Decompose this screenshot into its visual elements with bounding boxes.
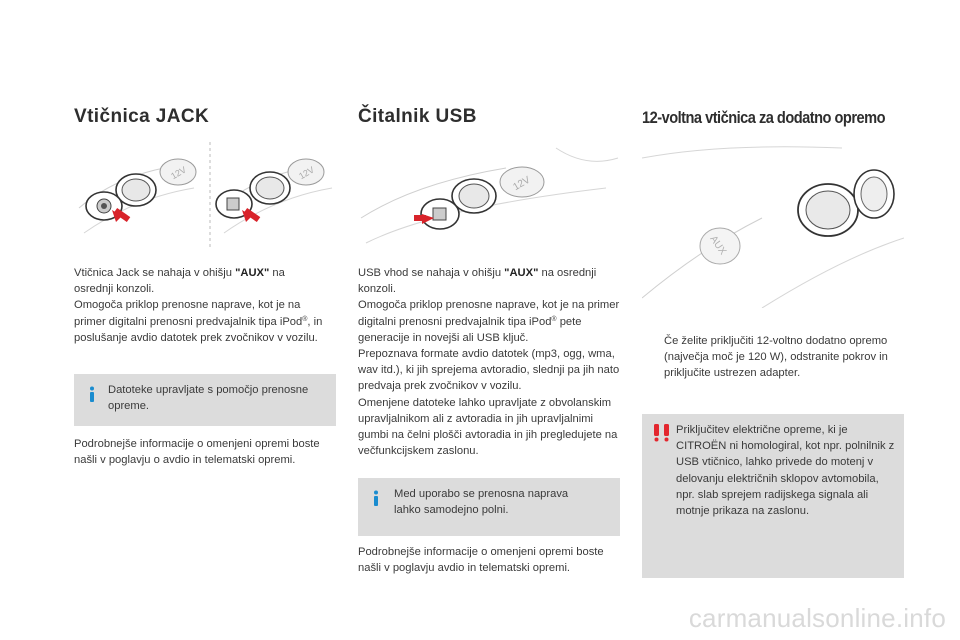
usb-info-box (358, 478, 620, 536)
socket-instruction: Če želite priključiti 12-voltno dodatno opremo (največja moč je 120 W), odstranite pokrov in priključite ustrezen adapter. (664, 335, 888, 380)
jack-more-info: Podrobnejše informacije o omenjeni opremi boste našli v poglavju o avdio in telematski opremi. (74, 438, 320, 467)
usb-info-text: Med uporabo se prenosna naprava lahko samodejno polni. (394, 488, 569, 517)
socket-illustration (642, 138, 904, 308)
jack-description: Vtičnica Jack se nahaja v ohišju "AUX" na osrednji konzoli. Omogoča priklop prenosne naprave, kot je na primer digitalni prenosni predvajalnik tipa iPod®, in poslušanje avdio datotek prek zvočnikov v vozilu. (74, 267, 323, 344)
jack-info-text: Datoteke upravljate s pomočjo prenosne opreme. (108, 384, 309, 413)
footer-watermark: carmanualsonline.info (688, 603, 946, 633)
info-icon (369, 490, 383, 511)
jack-12v-label-left: 12V (169, 164, 188, 182)
info-icon (85, 386, 99, 407)
jack-12v-label-right: 12V (297, 164, 316, 182)
socket-warning-box (642, 414, 904, 578)
socket-warning-text: Priključitev električne opreme, ki je CITROËN ni homologiral, kot npr. polnilnik z USB vtičnico, lahko privede do motenj v delovanju električnih sklopov avtomobila, npr. slab sprejem radijskega signala ali motnje prikaza na zaslonu. (676, 424, 895, 518)
usb-12v-label: 12V (511, 174, 533, 194)
warning-icon (652, 424, 672, 447)
usb-illustration (356, 138, 620, 256)
jack-info-box (74, 374, 336, 426)
usb-more-info: Podrobnejše informacije o omenjeni opremi boste našli v poglavju avdio in telematski opremi. (358, 546, 604, 575)
socket-title: 12-voltna vtičnica za dodatno opremo (642, 108, 886, 127)
socket-aux-label: AUX (707, 233, 729, 258)
usb-description: USB vhod se nahaja v ohišju "AUX" na osrednji konzoli. Omogoča priklop prenosne naprave, kot je na primer digitalni prenosni predvajalnik tipa iPod® pete generacije in novejši ali USB ključ. Prepoznava formate avdio datotek (mp3, ogg, wma, wav itd.), ki jih sprejema avtoradio, slednji pa jih nato predvaja prek zvočnikov v vozilu. Omenjene datoteke lahko upravljate z obvolanskim upravljalnikom ali z avtoradia in jih upravljalnimi gumbi na čelni plošči avtoradia in jih pregledujete na večfunkcijskem zaslonu. (358, 267, 620, 458)
usb-title: Čitalnik USB (358, 106, 477, 127)
jack-illustration (74, 138, 336, 256)
jack-title: Vtičnica JACK (74, 106, 210, 127)
